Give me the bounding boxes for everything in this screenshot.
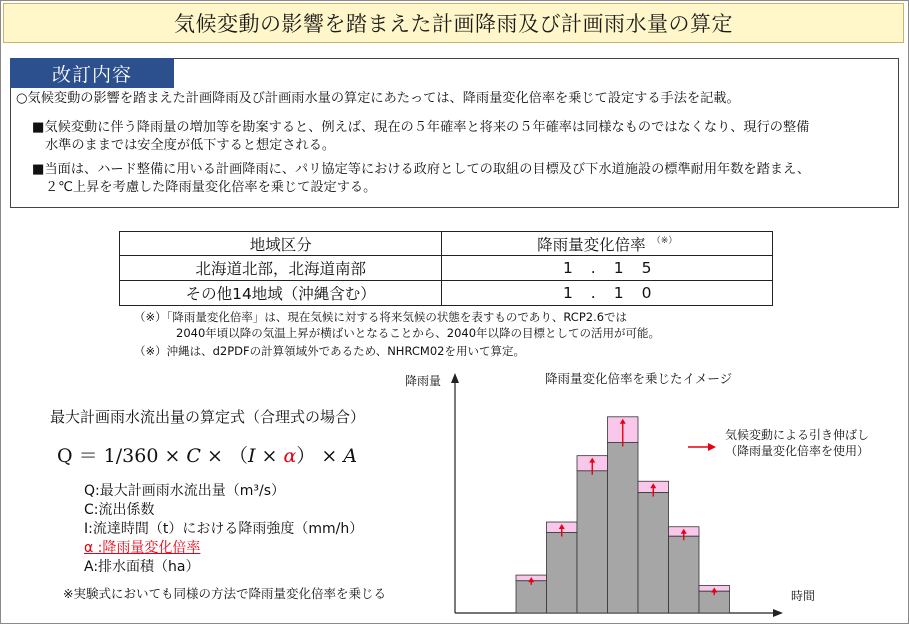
legend-line2: （降雨量変化倍率を使用） <box>725 444 870 458</box>
y-axis-arrowhead <box>451 373 459 383</box>
revision-bullet2-line2: ２℃上昇を考慮した降雨量変化倍率を乗じて設定する。 <box>45 180 377 195</box>
x-axis-label: 時間 <box>791 589 816 603</box>
page-title: 気候変動の影響を踏まえた計画降雨及び計画雨水量の算定 <box>3 3 904 43</box>
base-bar-5 <box>638 493 669 613</box>
factor-cell: 1.15 <box>442 256 773 281</box>
header-factor-label: 降雨量変化倍率 <box>537 235 646 254</box>
formula-times1: × （ <box>200 445 248 467</box>
revision-bullet2-line1: ■当面は、ハード整備に用いる計画降雨に、パリ協定等における政府としての取組の目標及び下水道施設の標準耐用年数を踏まえ、 <box>32 162 811 177</box>
region-cell: 北海道北部，北海道南部 <box>120 256 442 281</box>
factor-table <box>119 231 773 306</box>
revision-bullet1-line1: ■気候変動に伴う降雨量の増加等を勘案すると、例えば、現在の５年確率と将来の５年確率は同様なものではなくなり、現行の整備 <box>32 120 810 135</box>
note2: （※）沖縄は、d2PDFの計算領域外であるため、NHRCM02を用いて算定。 <box>134 344 525 358</box>
formula-caption: 最大計画雨水流出量の算定式（合理式の場合） <box>50 408 366 426</box>
revision-bullet1-line2: 水準のままでは安全度が低下すると想定される。 <box>45 138 336 153</box>
formula-times2: × <box>255 445 284 467</box>
variable-c: C:流出係数 <box>84 502 155 518</box>
formula-a: A <box>343 445 358 467</box>
formula-suffix: ） × <box>296 445 344 467</box>
formula-c: C <box>186 445 201 467</box>
header-factor-mark: （※） <box>651 236 678 247</box>
base-bar-3 <box>577 471 608 613</box>
x-axis-arrowhead <box>773 609 783 617</box>
note1-line2: 2040年頃以降の気温上昇が横ばいとなることから、2040年以降の目標としての活用が可能。 <box>176 326 661 340</box>
legend-arrow-head <box>708 443 716 451</box>
header-factor <box>442 232 773 256</box>
table-row <box>120 256 773 281</box>
base-bar-4 <box>608 442 639 613</box>
note1-line1: （※）「降雨量変化倍率」は、現在気候に対する将来気候の状態を表すものであり、RCP2.6では <box>134 310 628 324</box>
y-axis-label: 降雨量 <box>405 374 442 388</box>
table-header-row <box>120 232 773 256</box>
base-bar-2 <box>547 532 578 613</box>
formula-prefix: Q ＝ 1/360 × <box>57 445 187 467</box>
base-bar-1 <box>516 581 547 613</box>
formula-note: ※実験式においても同様の方法で降雨量変化倍率を乗じる <box>63 586 386 601</box>
variable-q: Q:最大計画雨水流出量（m³/s） <box>84 483 285 499</box>
variable-a: A:排水面積（ha） <box>84 559 200 575</box>
variable-alpha: α :降雨量変化倍率 <box>84 540 201 556</box>
legend-line1: 気候変動による引き伸ばし <box>725 428 870 442</box>
region-cell: その他14地域（沖縄含む） <box>120 281 442 306</box>
variable-i: I:流達時間（t）における降雨強度（mm/h） <box>84 521 364 537</box>
bar-group <box>516 417 730 613</box>
chart-title: 降雨量変化倍率を乗じたイメージ <box>545 371 733 386</box>
rational-formula <box>57 441 357 468</box>
formula-alpha: α <box>283 445 297 467</box>
formula-i: I <box>247 445 256 467</box>
rainfall-chart <box>395 365 900 620</box>
revision-tab: 改訂内容 <box>10 58 174 88</box>
header-region: 地域区分 <box>120 232 442 256</box>
table-row <box>120 281 773 306</box>
base-bar-6 <box>669 536 700 613</box>
factor-cell: 1.10 <box>442 281 773 306</box>
revision-main-text: ○気候変動の影響を踏まえた計画降雨及び計画雨水量の算定にあたっては、降雨量変化倍率を乗じて設定する手法を記載。 <box>16 91 740 106</box>
